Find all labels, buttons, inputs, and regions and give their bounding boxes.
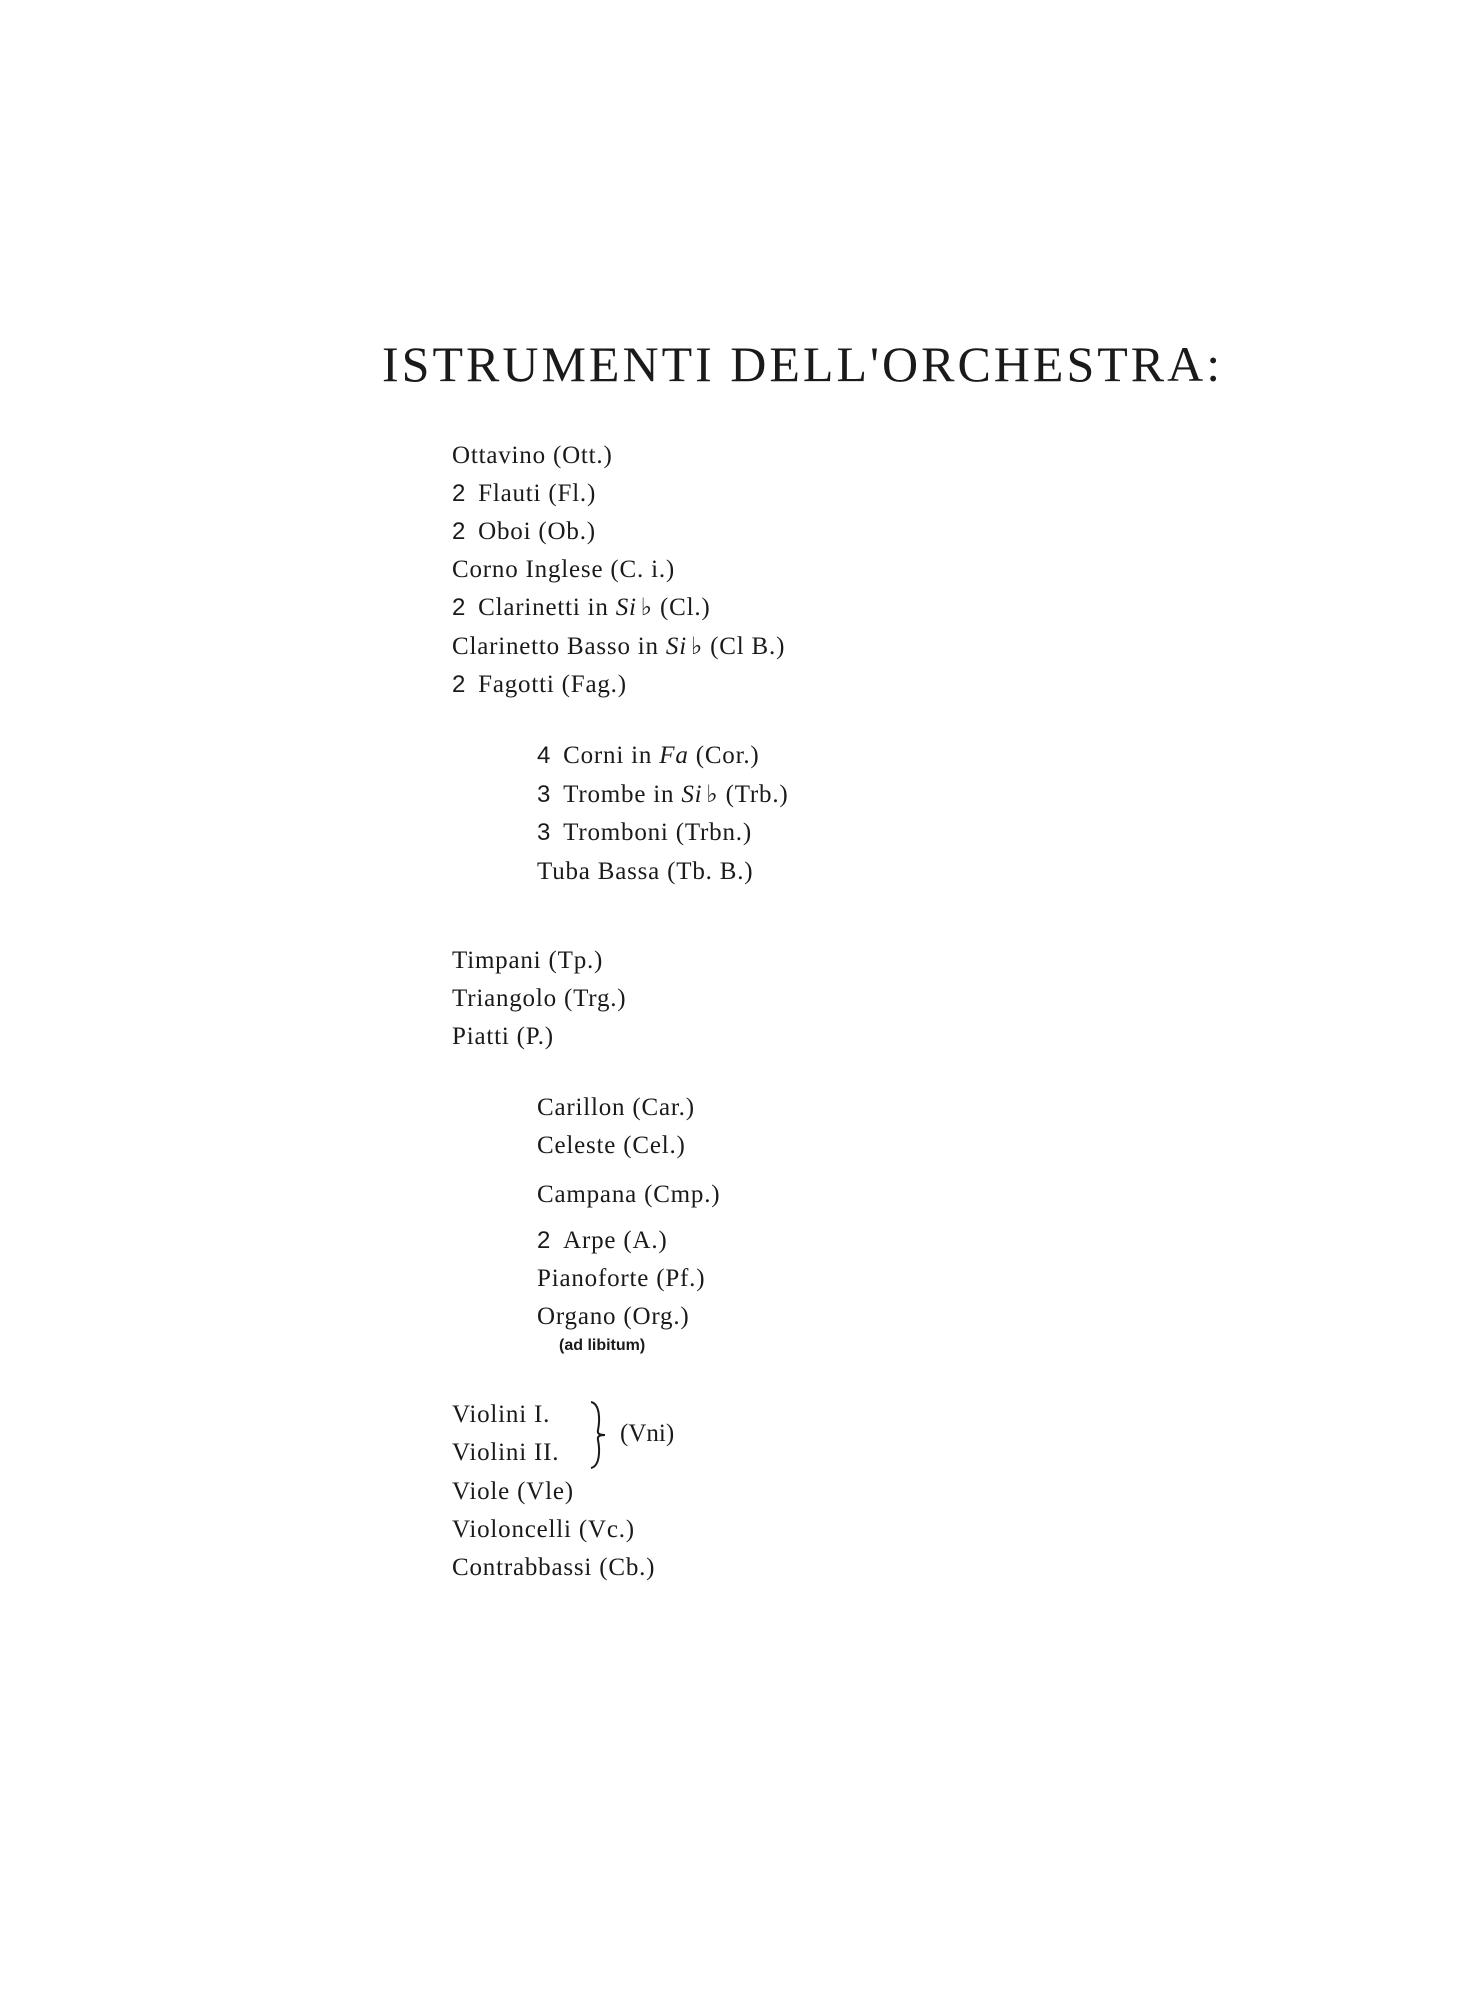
brace-icon [588, 1400, 610, 1470]
flat-symbol: ♭ [706, 782, 719, 808]
instrument-name: Violini I. [452, 1401, 551, 1428]
instrument-abbr: (Trbn.) [675, 819, 752, 846]
list-item [452, 519, 596, 544]
instrument-abbr: (Cor.) [695, 742, 760, 769]
instrument-name: Trombe in [563, 781, 675, 808]
instrument-count: 4 [537, 742, 552, 769]
list-item [452, 1024, 554, 1049]
list-item [537, 820, 752, 845]
instrument-abbr: (Cel.) [623, 1132, 686, 1159]
instrument-abbr: (Cl.) [659, 594, 711, 621]
list-item [452, 634, 785, 659]
list-item [452, 1555, 655, 1580]
instrument-abbr: (C. i.) [610, 556, 676, 583]
instrument-abbr: (Trb.) [725, 781, 789, 808]
instrument-name: Tromboni [563, 819, 669, 846]
instrument-abbr: (Trg.) [563, 985, 627, 1012]
list-item [537, 1182, 720, 1207]
instrument-abbr: (Cb.) [599, 1554, 656, 1581]
list-item [537, 1266, 705, 1291]
instrument-abbr: (Cmp.) [644, 1181, 721, 1208]
instrument-abbr: (Org.) [623, 1303, 690, 1330]
instrument-name: Viole [452, 1478, 511, 1505]
instrument-abbr: (Car.) [632, 1094, 695, 1121]
instrument-abbr: (Pf.) [656, 1265, 706, 1292]
list-item [452, 672, 627, 697]
instrument-name: Campana [537, 1181, 638, 1208]
instrument-abbr: (P.) [516, 1023, 554, 1050]
instrument-name: Timpani [452, 947, 542, 974]
list-item [452, 1517, 635, 1542]
list-item [452, 1479, 574, 1504]
instrument-name: Corni in [563, 742, 653, 769]
list-item [452, 557, 675, 582]
flat-symbol: ♭ [640, 595, 653, 621]
list-item [537, 1228, 668, 1253]
instrument-name: Clarinetto Basso in [452, 633, 659, 660]
list-item [537, 859, 753, 884]
list-item [537, 1304, 690, 1329]
instrument-abbr: (Fag.) [561, 671, 627, 698]
instrument-name: Triangolo [452, 985, 557, 1012]
instrument-name: Violini II. [452, 1439, 560, 1466]
instrument-name: Oboi [478, 518, 532, 545]
instrument-abbr: (Vc.) [578, 1516, 635, 1543]
instrument-name: Celeste [537, 1132, 617, 1159]
instrument-abbr: (Ob.) [538, 518, 596, 545]
instrument-abbr: (Tp.) [548, 947, 604, 974]
instrument-name: Contrabbassi [452, 1554, 593, 1581]
instrument-key: Fa [659, 742, 689, 769]
instrument-abbr: (Ott.) [552, 442, 613, 469]
instrument-abbr: (Tb. B.) [667, 858, 754, 885]
list-item [537, 782, 789, 807]
list-item [537, 743, 760, 768]
instrument-count: 2 [452, 480, 467, 507]
instrument-name: Carillon [537, 1094, 626, 1121]
violini-abbr: (Vni) [620, 1420, 675, 1447]
list-item [452, 986, 626, 1011]
instrument-abbr: (Fl.) [548, 480, 597, 507]
instrument-count: 3 [537, 819, 552, 846]
instrument-name: Flauti [478, 480, 542, 507]
page-title: ISTRUMENTI DELL'ORCHESTRA: [382, 336, 1224, 392]
instrument-name: Fagotti [478, 671, 555, 698]
list-item [452, 948, 603, 973]
instrument-name: Organo [537, 1303, 617, 1330]
organ-note: (ad libitum) [559, 1337, 646, 1354]
instrument-key: Si [615, 594, 637, 621]
list-item [452, 595, 711, 620]
list-item [537, 1133, 686, 1158]
instrument-name: Arpe [563, 1227, 617, 1254]
instrument-key: Si [665, 633, 687, 660]
list-item [452, 1402, 550, 1427]
instrument-abbr: (A.) [623, 1227, 668, 1254]
instrument-name: Violoncelli [452, 1516, 572, 1543]
instrument-count: 3 [537, 781, 552, 808]
instrument-name: Pianoforte [537, 1265, 650, 1292]
instrument-abbr: (Cl B.) [710, 633, 786, 660]
list-item [452, 1440, 559, 1465]
list-item [452, 443, 613, 468]
instrument-abbr: (Vle) [517, 1478, 574, 1505]
instrument-name: Piatti [452, 1023, 510, 1050]
instrument-name: Clarinetti in [478, 594, 609, 621]
instrument-name: Corno Inglese [452, 556, 604, 583]
flat-symbol: ♭ [690, 634, 704, 660]
instrument-count: 2 [452, 594, 467, 621]
instrument-count: 2 [537, 1227, 552, 1254]
list-item [537, 1095, 695, 1120]
instrument-name: Tuba Bassa [537, 858, 661, 885]
instrument-name: Ottavino [452, 442, 546, 469]
list-item [452, 481, 596, 506]
instrument-count: 2 [452, 518, 467, 545]
instrument-count: 2 [452, 671, 467, 698]
instrument-key: Si [681, 781, 703, 808]
